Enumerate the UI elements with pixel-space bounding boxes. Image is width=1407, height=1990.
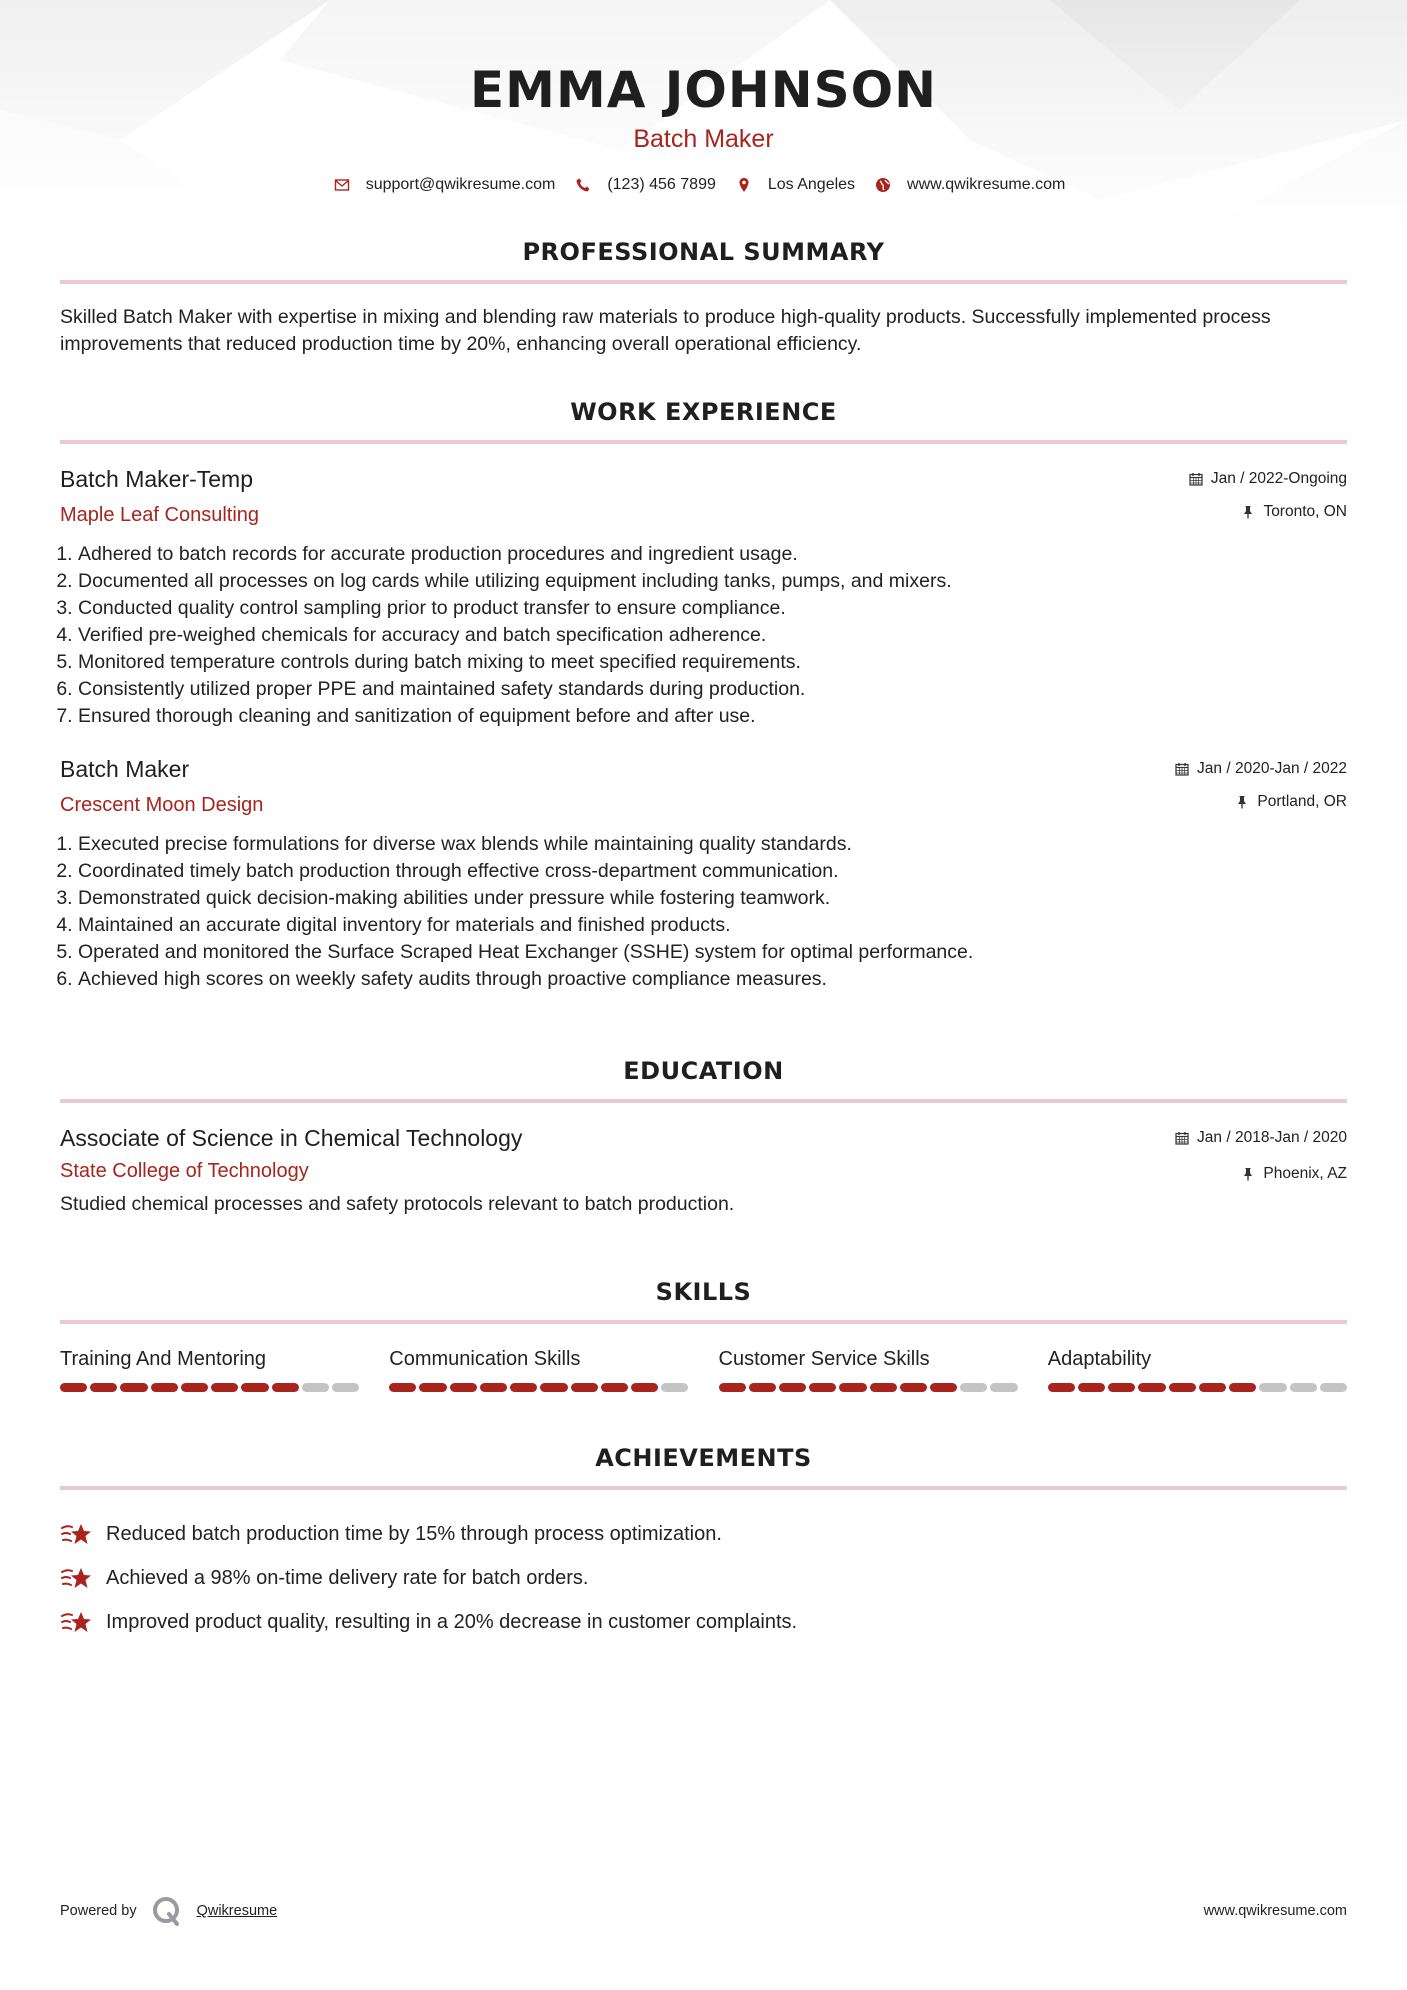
skill-dot-filled — [1108, 1383, 1135, 1392]
pushpin-icon — [1241, 505, 1255, 519]
map-marker-icon — [736, 177, 752, 193]
duty-item: 6. Achieved high scores on weekly safety audits through proactive compliance measures. — [78, 966, 1347, 993]
duty-list — [60, 831, 1347, 993]
calendar-icon — [1175, 762, 1189, 776]
company-name: Maple Leaf Consulting — [60, 504, 260, 526]
summary-text: Skilled Batch Maker with expertise in mixing and blending raw materials to produce high-quality products. Successfully implemented process improvements that reduced production time by 20%, enhancing overall operational efficiency. — [60, 306, 1271, 355]
skill-dot-filled — [181, 1383, 208, 1392]
duty-item: 3. Conducted quality control sampling prior to product transfer to ensure compliance. — [78, 595, 1347, 622]
skill-dot-empty — [990, 1383, 1017, 1392]
skill-dot-filled — [1048, 1383, 1075, 1392]
summary-section — [60, 238, 1347, 358]
contact-phone[interactable] — [575, 176, 716, 194]
skill-dot-filled — [1229, 1383, 1256, 1392]
skill-dot-filled — [870, 1383, 897, 1392]
skill-dot-empty — [1320, 1383, 1347, 1392]
skill-name: Customer Service Skills — [718, 1348, 930, 1370]
skill-dot-filled — [120, 1383, 147, 1392]
skill-dot-filled — [809, 1383, 836, 1392]
duty-item: 1. Executed precise formulations for diverse wax blends while maintaining quality standards. — [78, 831, 1347, 858]
section-divider — [60, 1099, 1347, 1103]
skill-name: Adaptability — [1047, 1348, 1152, 1370]
duty-item: 5. Monitored temperature controls during batch mixing to meet specified requirements. — [78, 649, 1347, 676]
skill-dot-filled — [60, 1383, 87, 1392]
skill-dot-filled — [540, 1383, 567, 1392]
envelope-icon — [334, 177, 350, 193]
duty-item: 2. Coordinated timely batch production through effective cross-department communication. — [78, 858, 1347, 885]
achievement-text: Reduced batch production time by 15% through process optimization. — [106, 1522, 722, 1545]
achievement-item — [60, 1600, 1347, 1644]
skill-item — [389, 1348, 688, 1392]
duty-list — [60, 541, 1347, 730]
job-meta — [1175, 758, 1347, 813]
skill-dot-filled — [631, 1383, 658, 1392]
shooting-star-icon — [60, 1607, 94, 1637]
skill-dot-filled — [1078, 1383, 1105, 1392]
achievement-list — [60, 1512, 1347, 1644]
job-location: Portland, OR — [1257, 793, 1347, 810]
skill-dot-filled — [601, 1383, 628, 1392]
skill-dot-filled — [211, 1383, 238, 1392]
phone-text: (123) 456 7899 — [607, 176, 716, 193]
skill-dot-filled — [510, 1383, 537, 1392]
skill-item — [60, 1348, 359, 1392]
section-title-achievements: ACHIEVEMENTS — [595, 1444, 812, 1472]
achievements-section — [60, 1444, 1347, 1644]
education-meta — [1175, 1127, 1347, 1185]
skill-name: Training And Mentoring — [60, 1348, 267, 1370]
skill-rating — [60, 1383, 359, 1392]
skill-dot-filled — [272, 1383, 299, 1392]
skill-dot-filled — [749, 1383, 776, 1392]
skill-dot-empty — [960, 1383, 987, 1392]
phone-icon — [575, 177, 591, 193]
calendar-icon — [1189, 472, 1203, 486]
company-name: Crescent Moon Design — [60, 794, 264, 816]
job-meta — [1189, 468, 1347, 523]
skill-dot-filled — [900, 1383, 927, 1392]
section-title-experience: WORK EXPERIENCE — [570, 398, 837, 426]
section-title-skills: SKILLS — [655, 1278, 752, 1306]
website-text: www.qwikresume.com — [907, 176, 1066, 193]
skill-dot-empty — [1290, 1383, 1317, 1392]
skill-dot-filled — [241, 1383, 268, 1392]
section-divider — [60, 440, 1347, 444]
duty-item: 2. Documented all processes on log cards while utilizing equipment including tanks, pumps, and mixers. — [78, 568, 1347, 595]
skill-dot-filled — [779, 1383, 806, 1392]
achievement-text: Achieved a 98% on-time delivery rate for batch orders. — [106, 1566, 589, 1589]
skill-dot-empty — [1259, 1383, 1286, 1392]
skill-dot-filled — [480, 1383, 507, 1392]
skill-rating — [719, 1383, 1018, 1392]
footer-website[interactable]: www.qwikresume.com — [1203, 1903, 1347, 1919]
education-section — [60, 1057, 1347, 1218]
achievement-item — [60, 1556, 1347, 1600]
duty-item: 5. Operated and monitored the Surface Scraped Heat Exchanger (SSHE) system for optimal performance. — [78, 939, 1347, 966]
job-location: Toronto, ON — [1263, 503, 1347, 520]
experience-section — [60, 398, 1347, 993]
contact-bar — [60, 176, 1347, 194]
job-dates: Jan / 2022-Ongoing — [1210, 470, 1347, 487]
skill-dot-filled — [419, 1383, 446, 1392]
skill-dot-filled — [719, 1383, 746, 1392]
qwikresume-logo-icon — [151, 1895, 183, 1927]
skill-dot-filled — [389, 1383, 416, 1392]
skill-dot-filled — [90, 1383, 117, 1392]
degree-name: Associate of Science in Chemical Technology — [60, 1125, 523, 1151]
skill-dot-empty — [332, 1383, 359, 1392]
skill-item — [1048, 1348, 1347, 1392]
duty-item: 7. Ensured thorough cleaning and sanitization of equipment before and after use. — [78, 703, 1347, 730]
skill-dot-filled — [930, 1383, 957, 1392]
qwikresume-link[interactable]: Qwikresume — [196, 1903, 278, 1919]
achievement-text: Improved product quality, resulting in a 20% decrease in customer complaints. — [106, 1610, 798, 1633]
job-entry — [60, 756, 1347, 993]
globe-icon — [875, 177, 891, 193]
calendar-icon — [1175, 1131, 1189, 1145]
shooting-star-icon — [60, 1563, 94, 1593]
skill-dot-filled — [1138, 1383, 1165, 1392]
skill-item — [719, 1348, 1018, 1392]
section-title-summary: PROFESSIONAL SUMMARY — [522, 238, 885, 266]
skill-dot-filled — [1199, 1383, 1226, 1392]
skills-grid — [60, 1348, 1347, 1392]
skill-dot-empty — [661, 1383, 688, 1392]
skill-rating — [389, 1383, 688, 1392]
contact-location — [736, 176, 855, 194]
achievement-item — [60, 1512, 1347, 1556]
email-text: support@qwikresume.com — [365, 176, 556, 193]
education-dates: Jan / 2018-Jan / 2020 — [1197, 1129, 1347, 1146]
contact-email[interactable] — [334, 176, 556, 194]
skills-section — [60, 1278, 1347, 1392]
resume-header — [60, 0, 1347, 194]
pushpin-icon — [1241, 1167, 1255, 1181]
skill-dot-filled — [1169, 1383, 1196, 1392]
job-title: Batch Maker — [60, 756, 190, 782]
job-entry — [60, 466, 1347, 730]
shooting-star-icon — [60, 1519, 94, 1549]
pushpin-icon — [1235, 795, 1249, 809]
skill-name: Communication Skills — [389, 1348, 581, 1370]
job-dates: Jan / 2020-Jan / 2022 — [1197, 760, 1347, 777]
candidate-role: Batch Maker — [633, 125, 774, 153]
section-title-education: EDUCATION — [623, 1057, 784, 1085]
skill-dot-filled — [450, 1383, 477, 1392]
duty-item: 3. Demonstrated quick decision-making abilities under pressure while fostering teamwork. — [78, 885, 1347, 912]
skill-dot-filled — [839, 1383, 866, 1392]
duty-item: 1. Adhered to batch records for accurate production procedures and ingredient usage. — [78, 541, 1347, 568]
school-name: State College of Technology — [60, 1160, 309, 1182]
education-entry — [60, 1125, 1347, 1218]
section-divider — [60, 1486, 1347, 1490]
candidate-name: EMMA JOHNSON — [470, 61, 937, 119]
skill-dot-empty — [302, 1383, 329, 1392]
duty-item: 4. Verified pre-weighed chemicals for accuracy and batch specification adherence. — [78, 622, 1347, 649]
skill-dot-filled — [151, 1383, 178, 1392]
education-description: Studied chemical processes and safety protocols relevant to batch production. — [60, 1193, 735, 1215]
section-divider — [60, 1320, 1347, 1324]
powered-by-label: Powered by — [60, 1903, 137, 1919]
contact-website[interactable] — [875, 176, 1065, 194]
job-title: Batch Maker-Temp — [60, 466, 254, 492]
page-footer — [60, 1895, 1347, 1927]
skill-dot-filled — [571, 1383, 598, 1392]
section-divider — [60, 280, 1347, 284]
location-text: Los Angeles — [767, 176, 856, 193]
skill-rating — [1048, 1383, 1347, 1392]
duty-item: 6. Consistently utilized proper PPE and maintained safety standards during production. — [78, 676, 1347, 703]
education-location: Phoenix, AZ — [1263, 1165, 1347, 1182]
duty-item: 4. Maintained an accurate digital inventory for materials and finished products. — [78, 912, 1347, 939]
